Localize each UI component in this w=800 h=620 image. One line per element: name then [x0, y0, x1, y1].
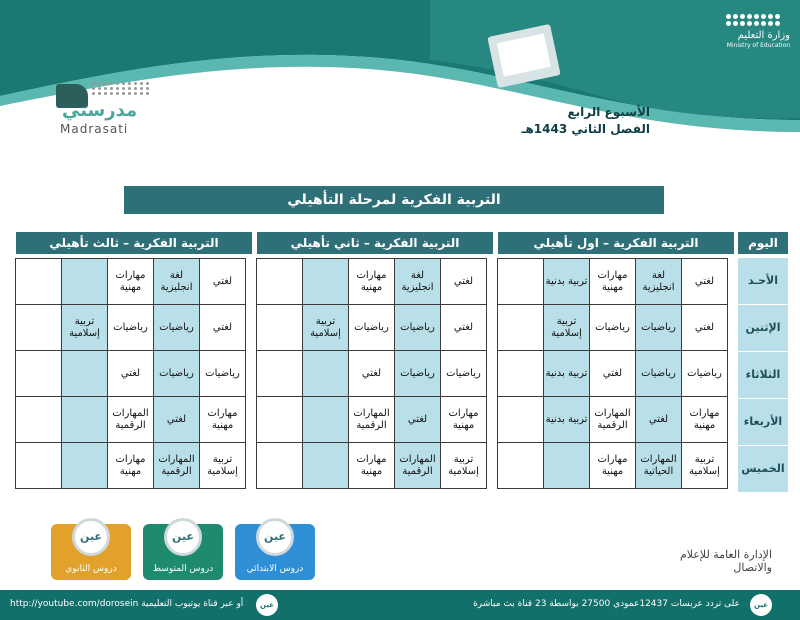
schedule-cell: تربية إسلامية [682, 443, 728, 489]
schedule-cell: تربية إسلامية [544, 305, 590, 351]
madrasati-dots-icon [92, 82, 150, 95]
schedule-cell [498, 259, 544, 305]
ein-logo-text: عين [264, 530, 286, 543]
schedule-cell: لغتي [590, 351, 636, 397]
ein-logo-icon [72, 518, 110, 556]
schedule-cell: مهارات مهنية [590, 443, 636, 489]
schedule-cell [62, 397, 108, 443]
schedule-cell: لغتي [636, 397, 682, 443]
schedule-cell [498, 305, 544, 351]
schedule-cell: رياضيات [636, 305, 682, 351]
madrasati-name-ar: مدرستي [62, 100, 138, 121]
schedule-cell: لغة انجليزية [154, 259, 200, 305]
ein-logo-text: عين [754, 601, 768, 609]
schedule-cell [257, 397, 303, 443]
schedule-cell [257, 351, 303, 397]
schedule-cell: لغتي [108, 351, 154, 397]
ein-logo-text: عين [172, 530, 194, 543]
table-row [498, 443, 728, 489]
schedule-cell [303, 259, 349, 305]
ein-logo-icon [750, 594, 772, 616]
table-row [257, 351, 487, 397]
schedule-cell [62, 259, 108, 305]
schedule-cell: تربية بدنية [544, 259, 590, 305]
badge-label: دروس الثانوي [65, 564, 117, 574]
table-row [498, 259, 728, 305]
schedule-cell: مهارات مهنية [590, 259, 636, 305]
day-label: الإثنين [738, 305, 788, 351]
schedule-cell: لغتي [441, 305, 487, 351]
schedule-cell: مهارات مهنية [682, 397, 728, 443]
schedule-cell: لغتي [349, 351, 395, 397]
schedule-table-grade-1 [497, 258, 728, 489]
schedule-cell: تربية إسلامية [303, 305, 349, 351]
youtube-link[interactable]: أو عبر قناة يوتيوب التعليمية http://youtube.com/dorosein [10, 599, 244, 609]
table-row [16, 351, 246, 397]
table-row [16, 397, 246, 443]
schedule-cell: رياضيات [441, 351, 487, 397]
schedule-cell: لغتي [682, 259, 728, 305]
schedule-cell [544, 443, 590, 489]
schedule-cell: مهارات مهنية [200, 397, 246, 443]
schedule-cell [303, 397, 349, 443]
schedule-cell [257, 259, 303, 305]
schedule-cell [257, 305, 303, 351]
ministry-dots-icon [726, 14, 790, 26]
day-column-header: اليوم [738, 232, 788, 254]
table-row [498, 305, 728, 351]
schedule-cell: لغتي [395, 397, 441, 443]
grade-2-header: التربية الفكرية – ثاني تأهيلي [257, 232, 493, 254]
schedule-cell: مهارات مهنية [108, 259, 154, 305]
schedule-table-grade-3 [15, 258, 246, 489]
table-row [257, 443, 487, 489]
schedule-cell: لغتي [154, 397, 200, 443]
satellite-info: على تردد عربسات 12437عمودي 27500 بواسطة 23 قناة بث مباشرة [473, 599, 740, 609]
schedule-cell [303, 443, 349, 489]
table-row [16, 443, 246, 489]
schedule-cell: المهارات الحياتية [636, 443, 682, 489]
ein-logo-icon [256, 518, 294, 556]
badge-label: دروس المتوسط [152, 564, 214, 574]
footer [0, 590, 800, 620]
week-line-2: الفصل الثاني 1443هـ [521, 122, 650, 136]
schedule-cell: رياضيات [636, 351, 682, 397]
day-label: الأحـد [738, 258, 788, 304]
schedule-cell: المهارات الرقمية [395, 443, 441, 489]
week-line-1: الأسبوع الرابع [567, 105, 650, 119]
table-row [257, 397, 487, 443]
schedule-cell: المهارات الرقمية [590, 397, 636, 443]
table-row [257, 305, 487, 351]
schedule-cell [16, 397, 62, 443]
schedule-cell: تربية إسلامية [200, 443, 246, 489]
schedule-cell: رياضيات [349, 305, 395, 351]
schedule-cell: لغة انجليزية [636, 259, 682, 305]
schedule-cell: رياضيات [395, 305, 441, 351]
schedule-cell: رياضيات [154, 351, 200, 397]
schedule-cell [257, 443, 303, 489]
ministry-name-ar: وزارة التعليم [737, 30, 790, 41]
schedule-cell: لغتي [200, 305, 246, 351]
day-label: الأربعاء [738, 399, 788, 445]
intermediate-lessons-button[interactable] [143, 524, 223, 580]
ein-logo-text: عين [80, 530, 102, 543]
schedule-table-grade-2 [256, 258, 487, 489]
schedule-cell: لغتي [441, 259, 487, 305]
schedule-cell: المهارات الرقمية [108, 397, 154, 443]
grade-1-header: التربية الفكرية – اول تأهيلي [498, 232, 734, 254]
schedule-cell: رياضيات [108, 305, 154, 351]
schedule-cell: تربية بدنية [544, 351, 590, 397]
schedule-cell: المهارات الرقمية [154, 443, 200, 489]
ministry-name-en: Ministry of Education [726, 42, 790, 49]
day-column [738, 258, 788, 493]
schedule-cell: لغتي [200, 259, 246, 305]
schedule-cell [16, 259, 62, 305]
secondary-lessons-button[interactable] [51, 524, 131, 580]
madrasati-logo [56, 82, 166, 138]
schedule-cell [16, 443, 62, 489]
schedule-cell [16, 305, 62, 351]
day-label: الثلاثاء [738, 352, 788, 398]
ein-logo-icon [256, 594, 278, 616]
schedule-cell: رياضيات [154, 305, 200, 351]
schedule-cell: لغة انجليزية [395, 259, 441, 305]
schedule-cell [498, 443, 544, 489]
schedule-cell [62, 351, 108, 397]
schedule-cell: تربية إسلامية [441, 443, 487, 489]
schedule-cell: تربية بدنية [544, 397, 590, 443]
schedule-cell: رياضيات [395, 351, 441, 397]
grade-3-header: التربية الفكرية – ثالث تأهيلي [16, 232, 252, 254]
day-label: الخميس [738, 446, 788, 492]
schedule-cell: مهارات مهنية [441, 397, 487, 443]
schedule-cell: رياضيات [200, 351, 246, 397]
schedule-cell: مهارات مهنية [108, 443, 154, 489]
table-row [16, 259, 246, 305]
schedule-cell: رياضيات [590, 305, 636, 351]
table-row [498, 351, 728, 397]
schedule-cell: رياضيات [682, 351, 728, 397]
week-info [470, 104, 650, 138]
schedule-cell [303, 351, 349, 397]
ein-logo-text: عين [260, 601, 274, 609]
madrasati-name-en: Madrasati [60, 122, 129, 136]
table-row [498, 397, 728, 443]
schedule-cell: مهارات مهنية [349, 443, 395, 489]
primary-lessons-button[interactable] [235, 524, 315, 580]
schedule-cell [62, 443, 108, 489]
schedule-cell: تربية إسلامية [62, 305, 108, 351]
authority-signature: الإدارة العامة للإعلام والاتصال [679, 548, 772, 574]
ministry-logo [700, 14, 790, 49]
page-title: التربية الفكرية لمرحلة التأهيلي [124, 186, 664, 214]
schedule-cell [498, 397, 544, 443]
schedule-cell: مهارات مهنية [349, 259, 395, 305]
schedule-cell: المهارات الرقمية [349, 397, 395, 443]
table-row [16, 305, 246, 351]
table-row [257, 259, 487, 305]
schedule-cell: لغتي [682, 305, 728, 351]
schedule-cell [16, 351, 62, 397]
badge-label: دروس الابتدائي [246, 564, 304, 574]
ein-logo-icon [164, 518, 202, 556]
schedule-cell [498, 351, 544, 397]
